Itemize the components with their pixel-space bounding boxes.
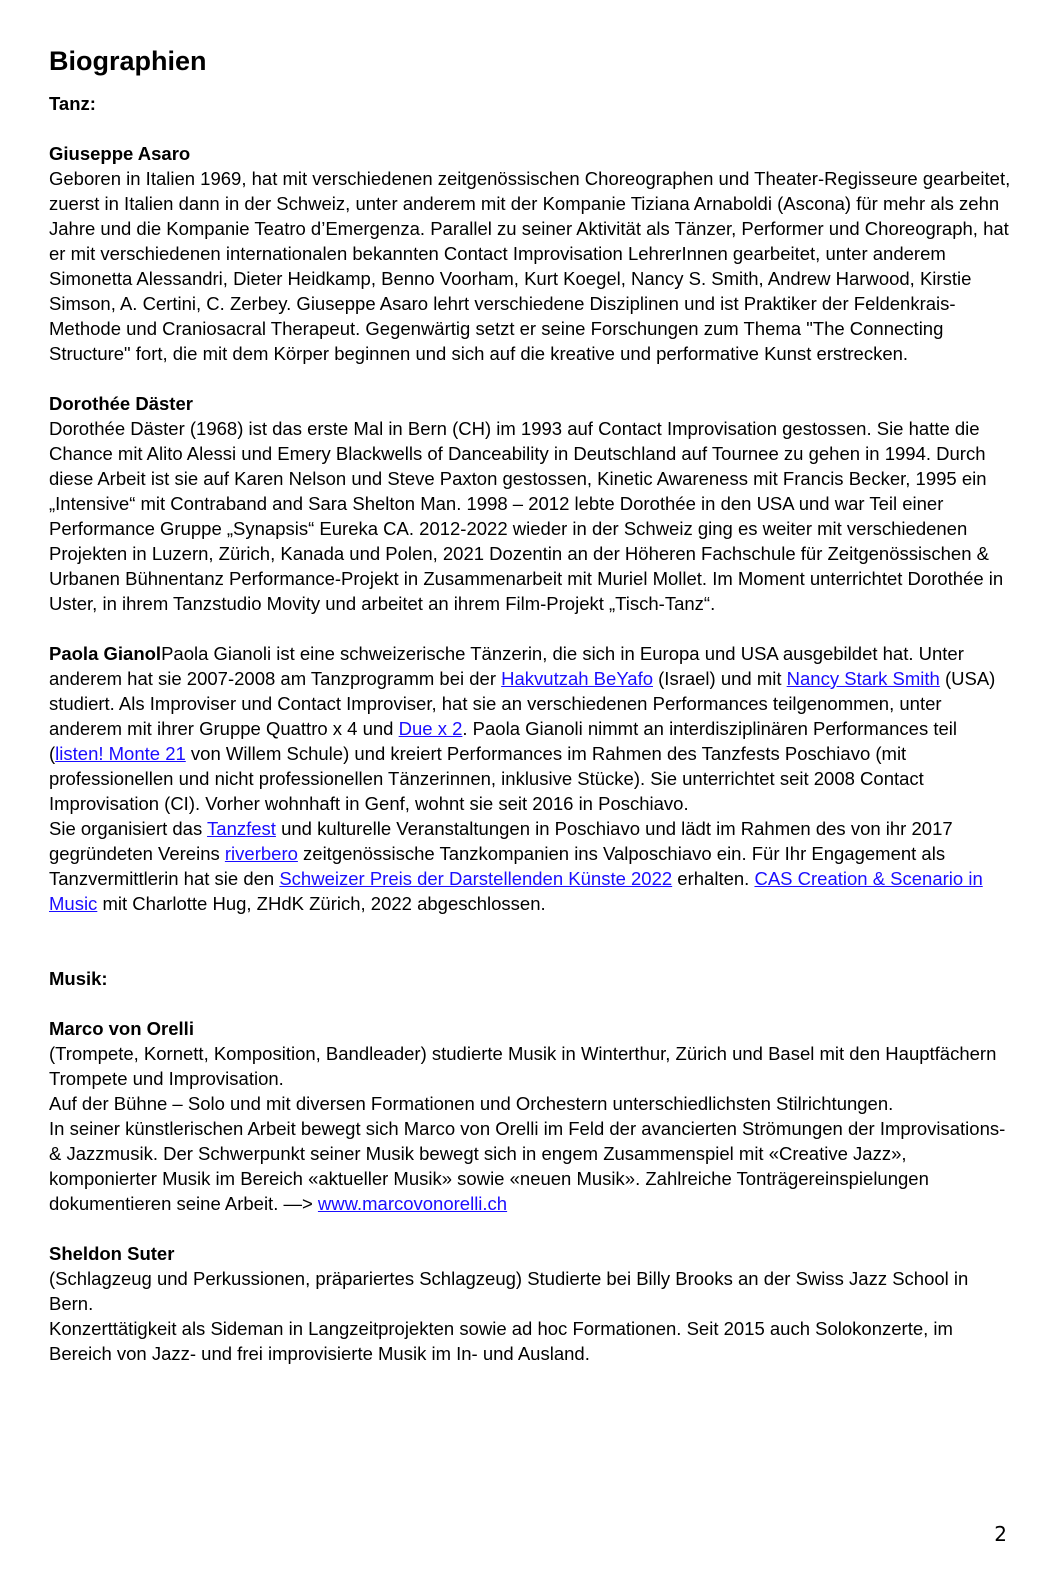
bio-name-gianoli: Paola Gianol — [49, 643, 162, 664]
link-cas-creation[interactable]: CAS Creation & Scenario in Music — [49, 868, 983, 914]
link-listen-monte-21[interactable]: listen! Monte 21 — [55, 743, 186, 764]
page-title: Biographien — [49, 46, 207, 76]
section-heading-tanz: Tanz: — [49, 93, 96, 114]
bio-text: Paola Gianoli ist eine schweizerische Tänzerin, die sich in Europa und USA ausgebildet hat. Unter anderem hat sie 2007-2008 am Tanzprogramm bei der — [49, 643, 964, 689]
link-schweizer-preis[interactable]: Schweizer Preis der Darstellenden Künste 2022 — [279, 868, 673, 889]
bio-name-orelli: Marco von Orelli — [49, 1018, 194, 1039]
bio-text: erhalten. — [672, 868, 755, 889]
page-number: 2 — [994, 1522, 1007, 1546]
section-heading-musik: Musik: — [49, 968, 108, 989]
bio-text: (Israel) und mit — [653, 668, 787, 689]
link-marcovonorelli[interactable]: www.marcovonorelli.ch — [317, 1193, 508, 1214]
bio-text-suter-1: (Schlagzeug und Perkussionen, präpariertes Schlagzeug) Studierte bei Billy Brooks an der Swiss Jazz School in Bern. — [49, 1268, 969, 1314]
bio-text: Sie organisiert das — [49, 818, 208, 839]
bio-text-suter-2: Konzerttätigkeit als Sideman in Langzeitprojekten sowie ad hoc Formationen. Seit 2015 auch Solokonzerte, im Bereich von Jazz- und frei improvisierte Musik im In- und Ausland. — [49, 1318, 953, 1364]
bio-text: von Willem Schule) und kreiert Performances im Rahmen des Tanzfests Poschiavo (mit professionellen und nicht professionellen Tänzerinnen, inklusive Stücke). Sie unterrichtet seit 2008 Contact Improvisation (CI). Vorher wohnhaft in Genf, wohnt sie seit 2016 in Poschiavo. — [49, 743, 924, 814]
bio-gianoli-2 — [49, 816, 1015, 916]
document-page — [49, 42, 1015, 1366]
link-tanzfest[interactable]: Tanzfest — [207, 818, 276, 839]
bio-text: . Paola Gianoli nimmt an interdisziplinären Performances teil ( — [49, 718, 957, 764]
link-due-x-2[interactable]: Due x 2 — [398, 718, 463, 739]
bio-text: zeitgenössische Tanzkompanien ins Valposchiavo ein. Für Ihr Engagement als Tanzvermittlerin hat sie den — [49, 843, 946, 889]
bio-text: mit Charlotte Hug, ZHdK Zürich, 2022 abgeschlossen. — [97, 893, 546, 914]
bio-text: In seiner künstlerischen Arbeit bewegt sich Marco von Orelli im Feld der avancierten Strömungen der Improvisations- & Jazzmusik. Der Schwerpunkt seiner Musik bewegt sich in engem Zusammenspiel mit «Creative Jazz», komponierter Musik im Bereich «aktueller Musik» sowie «neuen Musik». Zahlreiche Tonträgereinspielungen dokumentieren seine Arbeit. —> — [49, 1118, 1006, 1214]
bio-text-orelli-2: Auf der Bühne – Solo und mit diversen Formationen und Orchestern unterschiedlichsten Stilrichtungen. — [49, 1093, 894, 1114]
bio-name-daester: Dorothée Däster — [49, 393, 193, 414]
bio-name-asaro: Giuseppe Asaro — [49, 143, 191, 164]
bio-text-daester: Dorothée Däster (1968) ist das erste Mal in Bern (CH) im 1993 auf Contact Improvisation gestossen. Sie hatte die Chance mit Alito Alessi und Emery Blackwells of Danceability in Deutschland auf Tournee zu gehen in 1994. Durch diese Arbeit ist sie auf Karen Nelson und Steve Paxton gestossen, Kinetic Awareness mit Francis Becker, 1995 ein „Intensive“ mit Contraband and Sara Shelton Man. 1998 – 2012 lebte Dorothée in den USA und war Teil einer Performance Gruppe „Synapsis“ Eureka CA. 2012-2022 wieder in der Schweiz ging es weiter mit verschiedenen Projekten in Luzern, Zürich, Kanada und Polen, 2021 Dozentin an der Höheren Fachschule für Zeitgenössischen & Urbanen Bühnentanz Performance-Projekt in Zusammenarbeit mit Muriel Mollet. Im Moment unterrichtet Dorothée in Uster, in ihrem Tanzstudio Movity und arbeitet an ihrem Film-Projekt „Tisch-Tanz“. — [49, 418, 1004, 614]
link-hakvutzah[interactable]: Hakvutzah BeYafo — [501, 668, 653, 689]
bio-text-asaro: Geboren in Italien 1969, hat mit verschiedenen zeitgenössischen Choreographen und Theater-Regisseure gearbeitet, zuerst in Italien dann in der Schweiz, unter anderem mit der Kompanie Tiziana Arnaboldi (Ascona) für mehr als zehn Jahre und die Kompanie Teatro d’Emergenza. Parallel zu seiner Aktivität als Tänzer, Performer und Choreograph, hat er mit verschiedenen internationalen bekannten Contact Improvisation LehrerInnen gearbeitet, unter anderem Simonetta Alessandri, Dieter Heidkamp, Benno Voorham, Kurt Koegel, Nancy S. Smith, Andrew Harwood, Kirstie Simson, A. Certini, C. Zerbey. Giuseppe Asaro lehrt verschiedene Disziplinen und ist Praktiker der Feldenkrais-Methode und Craniosacral Therapeut. Gegenwärtig setzt er seine Forschungen zum Thema "The Connecting Structure" fort, die mit dem Körper beginnen und sich auf die kreative und performative Kunst erstrecken. — [49, 168, 1011, 364]
bio-text-orelli-3 — [49, 1116, 1015, 1216]
bio-name-suter: Sheldon Suter — [49, 1243, 175, 1264]
bio-text: (USA) studiert. Als Improviser und Contact Improviser, hat sie an verschiedenen Performances teilgenommen, unter anderem mit ihrer Gruppe Quattro x 4 und — [49, 668, 996, 739]
bio-gianoli — [49, 641, 1015, 816]
link-nancy-stark-smith[interactable]: Nancy Stark Smith — [786, 668, 940, 689]
bio-text: und kulturelle Veranstaltungen in Poschiavo und lädt im Rahmen des von ihr 2017 gegründeten Vereins — [49, 818, 953, 864]
link-riverbero[interactable]: riverbero — [224, 843, 298, 864]
bio-text-orelli-1: (Trompete, Kornett, Komposition, Bandleader) studierte Musik in Winterthur, Zürich und Basel mit den Hauptfächern Trompete und Improvisation. — [49, 1043, 997, 1089]
